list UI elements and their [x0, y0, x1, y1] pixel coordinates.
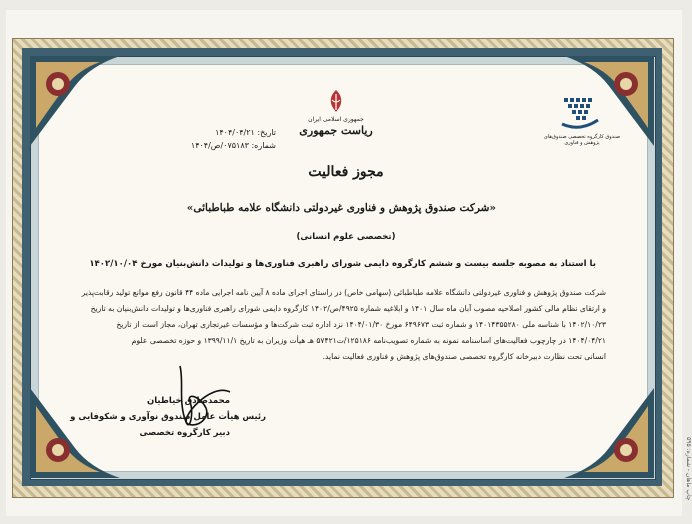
signatory-name: محمدصادق خیاطیان	[146, 396, 230, 406]
printer-side-note: چاپ ماهان - شماره: ۵۹۵	[685, 436, 692, 500]
signatory-role-2: دبیر کارگروه تخصصی	[139, 428, 230, 438]
corner-ornament-top-left	[30, 56, 120, 146]
corner-ornament-bottom-left	[30, 388, 120, 478]
date-field: تاریخ: ۱۴۰۴/۰۴/۲۱	[215, 128, 276, 137]
body-line-2: و ارتقای نظام مالی کشور اصلاحیه مصوب آبان ماه سال ۱۴۰۱ و ابلاغیه شماره ۴۹۲۵/ص/۱۴۰۲ کارگروه دایمی شورای راهبری فناوری‌ها و تولیدات دانش‌بنیان به تاریخ	[90, 304, 606, 313]
resolution-heading: با استناد به مصوبه جلسه بیست و ششم کارگروه دایمی شورای راهبری فناوری‌ها و تولیدات دانش‌بنیان مورخ ۱۴۰۲/۱۰/۰۴	[89, 259, 596, 269]
signatory-role-1: رئیس هیأت عامل صندوق نوآوری و شکوفایی و	[70, 412, 266, 422]
company-specialty: (تخصصی علوم انسانی)	[296, 232, 396, 242]
certificate-title: مجوز فعالیت	[308, 164, 384, 180]
body-line-4: ۱۴۰۴/۰۴/۲۱ در چارچوب فعالیت‌های اساسنامه نمونه به شماره تصویب‌نامه ۱۲۵۱۸۶/ت۵۷۴۲۱ هـ هیأت وزیران به تاریخ ۱۳۹۹/۱۱/۱ و حوزه تخصصی علوم	[131, 336, 606, 345]
body-line-3: ۱۴۰۲/۱۰/۲۳ با شناسه ملی ۱۴۰۱۴۳۵۵۲۸۰ و شماره ثبت ۶۴۹۶۷۳ مورخ ۱۴۰۴/۰۱/۳۰ نزد اداره ثبت شرکت‌ها و مؤسسات غیرتجاری تهران، مجاز است از تاریخ	[116, 320, 606, 329]
body-line-5: انسانی تحت نظارت دبیرخانه کارگروه تخصصی صندوق‌های پژوهش و فناوری فعالیت نماید.	[322, 352, 606, 361]
iran-emblem-icon	[323, 88, 349, 114]
number-field: شماره: ۰۷۵۱۸۳/ص/۱۴۰۴	[190, 141, 276, 150]
logo-caption: صندوق کارگروه تخصصی صندوق‌های پژوهش و فناوری	[543, 134, 621, 146]
presidency-label: ریاست جمهوری	[299, 124, 373, 137]
corner-ornament-bottom-right	[564, 388, 654, 478]
emblem-caption: جمهوری اسلامی ایران	[308, 116, 364, 123]
company-name: «شرکت صندوق پژوهش و فناوری غیردولتی دانشگاه علامه طباطبائی»	[186, 202, 496, 214]
fund-logo-icon	[560, 96, 600, 132]
body-line-1: شرکت صندوق پژوهش و فناوری غیردولتی دانشگاه علامه طباطبائی (سهامی خاص) در راستای اجرای ماده ۸ آیین نامه اجرایی ماده ۴۴ قانون رفع موانع تولید رقابت‌پذیر	[81, 288, 606, 297]
